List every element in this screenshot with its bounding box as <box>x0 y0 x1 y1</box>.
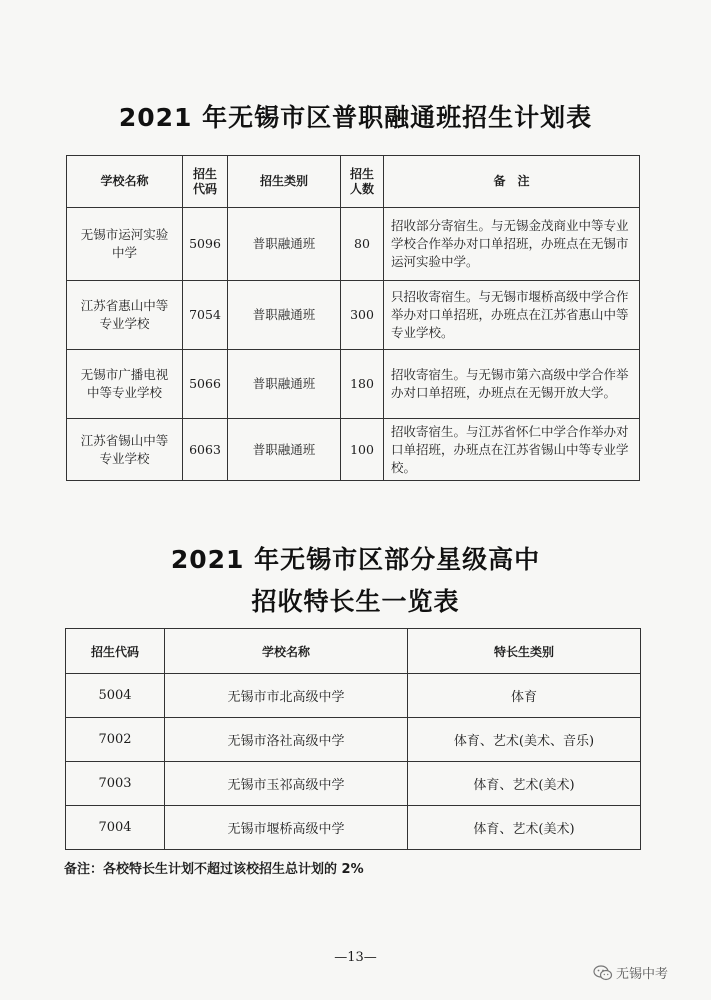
watermark-text: 无锡中考 <box>616 967 669 982</box>
count-cell: 80 <box>341 208 384 281</box>
table-row <box>66 674 641 718</box>
table-row <box>67 350 640 419</box>
table1-title: 2021 年无锡市区普职融通班招生计划表 <box>118 103 593 132</box>
table2-title-line2: 招收特长生一览表 <box>251 587 460 616</box>
table-header-row <box>66 629 641 674</box>
count-cell: 300 <box>341 281 384 350</box>
header-specialty: 特长生类别 <box>408 629 641 674</box>
code-cell: 7003 <box>66 762 165 806</box>
school-name-cell: 无锡市洛社高级中学 <box>165 718 408 762</box>
school-name-cell: 无锡市广播电视 中等专业学校 <box>67 350 183 419</box>
code-cell: 7004 <box>66 806 165 850</box>
remark-cell: 招收寄宿生。与江苏省怀仁中学合作举办对 口单招班，办班点在江苏省锡山中等专业学 校。 <box>384 419 640 481</box>
school-name-cell: 无锡市运河实验 中学 <box>67 208 183 281</box>
table2-title-line1: 2021 年无锡市区部分星级高中 <box>170 545 541 574</box>
specialty-cell: 体育 <box>408 674 641 718</box>
school-name-cell: 无锡市玉祁高级中学 <box>165 762 408 806</box>
count-cell: 180 <box>341 350 384 419</box>
category-cell: 普职融通班 <box>228 208 341 281</box>
category-cell: 普职融通班 <box>228 350 341 419</box>
header-school-name: 学校名称 <box>165 629 408 674</box>
table-row <box>66 718 641 762</box>
code-cell: 5004 <box>66 674 165 718</box>
school-name-cell: 江苏省锡山中等 专业学校 <box>67 419 183 481</box>
specialty-cell: 体育、艺术(美术) <box>408 762 641 806</box>
code-cell: 7054 <box>183 281 228 350</box>
category-cell: 普职融通班 <box>228 281 341 350</box>
wechat-icon <box>593 965 613 981</box>
header-code: 招生代码 <box>66 629 165 674</box>
table-header-row <box>67 156 640 208</box>
remark-cell: 招收寄宿生。与无锡市第六高级中学合作举 办对口单招班，办班点在无锡开放大学。 <box>384 350 640 419</box>
school-name-cell: 无锡市市北高级中学 <box>165 674 408 718</box>
header-remark: 备 注 <box>384 156 640 208</box>
school-name-cell: 无锡市堰桥高级中学 <box>165 806 408 850</box>
header-count: 招生 人数 <box>341 156 384 208</box>
table-row <box>67 208 640 281</box>
table-row <box>67 281 640 350</box>
code-cell: 5096 <box>183 208 228 281</box>
specialty-cell: 体育、艺术(美术) <box>408 806 641 850</box>
code-cell: 7002 <box>66 718 165 762</box>
remark-cell: 招收部分寄宿生。与无锡金茂商业中等专业 学校合作举办对口单招班，办班点在无锡市 运河实验中学。 <box>384 208 640 281</box>
count-cell: 100 <box>341 419 384 481</box>
header-school-name: 学校名称 <box>67 156 183 208</box>
header-category: 招生类别 <box>228 156 341 208</box>
code-cell: 5066 <box>183 350 228 419</box>
specialty-students-table <box>65 628 641 850</box>
table-row <box>66 762 641 806</box>
header-code: 招生 代码 <box>183 156 228 208</box>
school-name-cell: 江苏省惠山中等 专业学校 <box>67 281 183 350</box>
category-cell: 普职融通班 <box>228 419 341 481</box>
vocational-program-table <box>66 155 640 481</box>
code-cell: 6063 <box>183 419 228 481</box>
specialty-cell: 体育、艺术(美术、音乐) <box>408 718 641 762</box>
remark-cell: 只招收寄宿生。与无锡市堰桥高级中学合作 举办对口单招班，办班点在江苏省惠山中等 专业学校。 <box>384 281 640 350</box>
table-row <box>67 419 640 481</box>
watermark <box>593 963 668 982</box>
page-number: —13— <box>334 950 377 965</box>
table-row <box>66 806 641 850</box>
footnote: 备注：各校特长生计划不超过该校招生总计划的 2% <box>64 862 364 877</box>
